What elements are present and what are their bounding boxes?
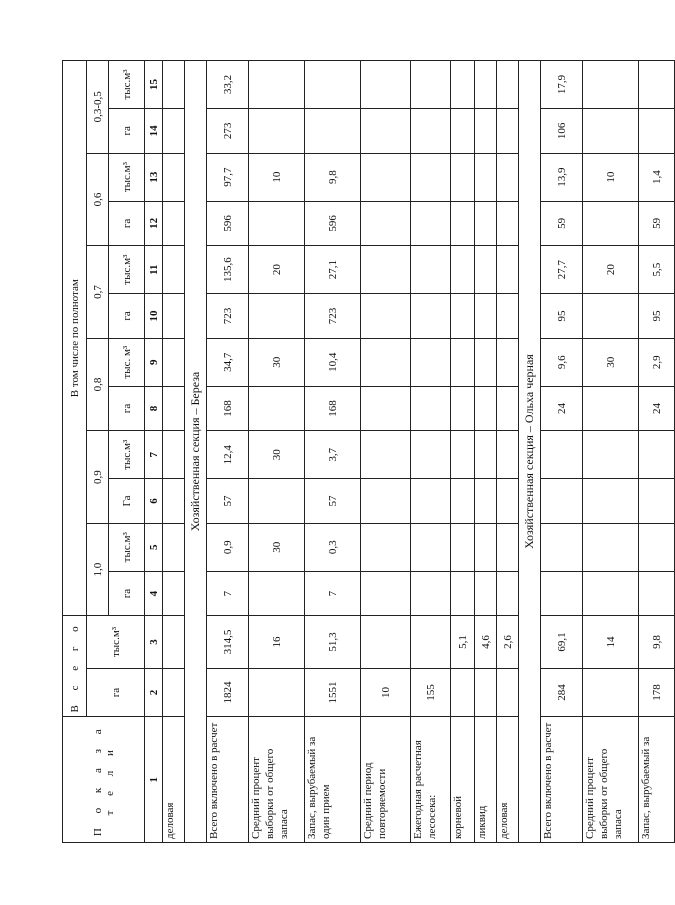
row-label: деловая <box>497 717 519 843</box>
table-cell <box>583 431 639 479</box>
table-cell <box>411 109 451 154</box>
table-cell <box>451 386 475 431</box>
table-cell: 7 <box>207 571 249 616</box>
section-row <box>185 61 207 843</box>
table-cell <box>361 386 411 431</box>
table-cell: 106 <box>541 109 583 154</box>
table-cell: 155 <box>411 668 451 717</box>
table-cell <box>497 246 519 294</box>
table-cell <box>475 431 497 479</box>
table-cell <box>249 386 305 431</box>
table-cell <box>361 201 411 246</box>
table-cell <box>475 338 497 386</box>
table-cell <box>249 61 305 109</box>
table-cell <box>583 61 639 109</box>
column-number: 3 <box>145 616 163 668</box>
table-cell <box>475 61 497 109</box>
table-cell: 30 <box>249 338 305 386</box>
row-label: корневой <box>451 717 475 843</box>
unit-header: тыс.м³ <box>109 523 145 571</box>
table-cell: 596 <box>305 201 361 246</box>
table-cell: 10,4 <box>305 338 361 386</box>
table-cell <box>497 523 519 571</box>
column-number: 5 <box>145 523 163 571</box>
table-cell: 7 <box>305 571 361 616</box>
table-cell <box>361 61 411 109</box>
table-row <box>249 61 305 843</box>
table-cell: 57 <box>207 479 249 524</box>
table-cell: 95 <box>541 294 583 339</box>
table-cell <box>497 109 519 154</box>
table-cell <box>451 61 475 109</box>
table-cell <box>361 109 411 154</box>
table-row <box>305 61 361 843</box>
table-row <box>163 61 185 843</box>
table-cell: 59 <box>541 201 583 246</box>
table-cell <box>451 201 475 246</box>
table-row <box>475 61 497 843</box>
table-cell <box>451 571 475 616</box>
table-cell: 33,2 <box>207 61 249 109</box>
table-cell: 273 <box>207 109 249 154</box>
table-cell <box>475 153 497 201</box>
table-cell <box>163 479 185 524</box>
table-cell: 12,4 <box>207 431 249 479</box>
table-cell <box>583 571 639 616</box>
table-cell: 13,9 <box>541 153 583 201</box>
column-number: 6 <box>145 479 163 524</box>
table-cell: 0,9 <box>207 523 249 571</box>
column-number: 14 <box>145 109 163 154</box>
column-number: 1 <box>145 717 163 843</box>
density-0-header: 1,0 <box>87 523 109 616</box>
table-cell <box>583 109 639 154</box>
table-cell <box>475 571 497 616</box>
row-label: ликвид <box>475 717 497 843</box>
table-cell: 4,6 <box>475 616 497 668</box>
density-header: В том числе по полнотам <box>63 61 87 616</box>
table-cell: 10 <box>583 153 639 201</box>
table-cell <box>361 479 411 524</box>
table-row <box>639 61 675 843</box>
unit-header: тыс. м³ <box>109 338 145 386</box>
table-cell <box>497 668 519 717</box>
table-cell <box>583 668 639 717</box>
table-cell <box>361 153 411 201</box>
table-cell <box>451 109 475 154</box>
table-row <box>361 61 411 843</box>
table-cell <box>361 523 411 571</box>
table-cell <box>475 109 497 154</box>
table-cell: 17,9 <box>541 61 583 109</box>
table-cell: 20 <box>249 246 305 294</box>
forest-cutting-table <box>62 60 675 843</box>
table-cell <box>361 431 411 479</box>
table-cell <box>541 571 583 616</box>
table-cell <box>163 431 185 479</box>
table-cell: 9,8 <box>639 616 675 668</box>
table-cell <box>249 479 305 524</box>
table-cell: 723 <box>305 294 361 339</box>
rotated-page <box>62 60 663 843</box>
row-label: Всего включено в расчет <box>541 717 583 843</box>
table-body <box>163 61 675 843</box>
table-cell <box>361 294 411 339</box>
table-cell <box>361 246 411 294</box>
table-cell <box>411 616 451 668</box>
row-label: Ежегодная расчетная лесосека: <box>411 717 451 843</box>
table-cell <box>411 201 451 246</box>
table-cell <box>163 153 185 201</box>
table-row <box>541 61 583 843</box>
density-4-header: 0,6 <box>87 153 109 246</box>
table-cell <box>475 668 497 717</box>
table-cell <box>583 201 639 246</box>
row-label: Средний процент выборки от общего запаса <box>249 717 305 843</box>
table-cell <box>497 201 519 246</box>
table-cell <box>541 479 583 524</box>
table-cell <box>163 61 185 109</box>
table-cell: 24 <box>639 386 675 431</box>
column-number: 12 <box>145 201 163 246</box>
table-cell <box>497 479 519 524</box>
unit-header: га <box>109 571 145 616</box>
row-label: деловая <box>163 717 185 843</box>
table-cell <box>451 294 475 339</box>
table-cell <box>451 479 475 524</box>
table-cell <box>583 479 639 524</box>
table-cell: 723 <box>207 294 249 339</box>
table-cell: 59 <box>639 201 675 246</box>
table-cell <box>541 431 583 479</box>
section-title: Хозяйственная секция – Ольха черная <box>519 61 541 843</box>
table-cell <box>583 386 639 431</box>
unit-header: тыс.м³ <box>109 61 145 109</box>
density-5-header: 0,3-0,5 <box>87 61 109 154</box>
table-row <box>411 61 451 843</box>
row-label: Запас, вырубаемый за один прием <box>305 717 361 843</box>
indicator-header: П о к а з а т е л и <box>63 717 145 843</box>
table-cell <box>639 523 675 571</box>
table-cell <box>451 153 475 201</box>
column-number: 2 <box>145 668 163 717</box>
table-cell: 27,1 <box>305 246 361 294</box>
unit-header: тыс.м³ <box>109 153 145 201</box>
table-cell: 30 <box>249 523 305 571</box>
table-cell <box>475 479 497 524</box>
density-3-header: 0,7 <box>87 246 109 339</box>
table-cell <box>475 294 497 339</box>
table-cell: 0,3 <box>305 523 361 571</box>
table-cell <box>451 523 475 571</box>
table-cell: 16 <box>249 616 305 668</box>
column-number: 8 <box>145 386 163 431</box>
table-cell <box>411 294 451 339</box>
density-1-header: 0,9 <box>87 431 109 524</box>
table-cell: 3,7 <box>305 431 361 479</box>
table-cell: 30 <box>583 338 639 386</box>
table-row <box>451 61 475 843</box>
column-number: 10 <box>145 294 163 339</box>
table-cell <box>163 668 185 717</box>
table-cell <box>163 338 185 386</box>
table-cell <box>497 386 519 431</box>
density-2-header: 0,8 <box>87 338 109 431</box>
table-cell: 9,8 <box>305 153 361 201</box>
table-cell <box>249 294 305 339</box>
unit-header: га <box>109 109 145 154</box>
table-cell: 135,6 <box>207 246 249 294</box>
table-cell <box>163 386 185 431</box>
table-cell <box>163 109 185 154</box>
section-title: Хозяйственная секция – Береза <box>185 61 207 843</box>
table-cell <box>583 294 639 339</box>
row-label: Запас, вырубаемый за <box>639 717 675 843</box>
table-cell <box>583 523 639 571</box>
table-cell <box>411 61 451 109</box>
table-cell <box>639 431 675 479</box>
table-cell: 69,1 <box>541 616 583 668</box>
table-cell: 57 <box>305 479 361 524</box>
table-cell <box>451 246 475 294</box>
table-cell <box>361 571 411 616</box>
table-cell <box>361 616 411 668</box>
table-cell: 1551 <box>305 668 361 717</box>
column-number: 11 <box>145 246 163 294</box>
column-number: 7 <box>145 431 163 479</box>
total-header: В с е г о <box>63 616 87 717</box>
table-row <box>497 61 519 843</box>
table-cell <box>411 246 451 294</box>
table-cell <box>249 201 305 246</box>
table-cell <box>249 571 305 616</box>
table-cell <box>639 479 675 524</box>
unit-header: га <box>109 201 145 246</box>
total-ha-header: га <box>87 668 145 717</box>
table-cell: 27,7 <box>541 246 583 294</box>
table-cell <box>639 61 675 109</box>
table-cell <box>163 616 185 668</box>
table-cell <box>639 109 675 154</box>
table-cell <box>249 668 305 717</box>
table-cell: 30 <box>249 431 305 479</box>
table-cell <box>497 571 519 616</box>
table-cell <box>497 338 519 386</box>
unit-header: тыс.м³ <box>109 246 145 294</box>
column-number: 13 <box>145 153 163 201</box>
table-cell: 97,7 <box>207 153 249 201</box>
table-cell <box>411 338 451 386</box>
table-cell: 284 <box>541 668 583 717</box>
table-cell: 596 <box>207 201 249 246</box>
table-cell: 9,6 <box>541 338 583 386</box>
table-cell: 168 <box>207 386 249 431</box>
unit-header: тыс.м³ <box>109 431 145 479</box>
column-number: 9 <box>145 338 163 386</box>
table-cell: 168 <box>305 386 361 431</box>
table-cell: 5,1 <box>451 616 475 668</box>
table-cell: 14 <box>583 616 639 668</box>
table-cell: 10 <box>249 153 305 201</box>
table-cell <box>451 431 475 479</box>
table-cell: 95 <box>639 294 675 339</box>
unit-header: га <box>109 294 145 339</box>
table-cell <box>361 338 411 386</box>
table-cell <box>411 386 451 431</box>
table-row <box>583 61 639 843</box>
table-cell <box>497 431 519 479</box>
table-cell <box>475 201 497 246</box>
table-cell <box>163 246 185 294</box>
table-cell <box>411 523 451 571</box>
table-cell <box>411 431 451 479</box>
table-cell <box>411 479 451 524</box>
table-cell: 178 <box>639 668 675 717</box>
row-label: Средний процент выборки от общего запаса <box>583 717 639 843</box>
table-header <box>63 61 163 843</box>
column-number: 15 <box>145 61 163 109</box>
table-cell <box>163 523 185 571</box>
table-cell <box>497 294 519 339</box>
table-row <box>207 61 249 843</box>
table-cell: 34,7 <box>207 338 249 386</box>
table-cell <box>411 571 451 616</box>
table-cell: 5,5 <box>639 246 675 294</box>
table-cell: 24 <box>541 386 583 431</box>
unit-header: га <box>109 386 145 431</box>
table-cell: 314,5 <box>207 616 249 668</box>
table-cell <box>163 571 185 616</box>
table-cell <box>451 338 475 386</box>
table-cell <box>475 246 497 294</box>
total-volume-header: тыс.м³ <box>87 616 145 668</box>
table-cell <box>411 153 451 201</box>
table-cell <box>305 109 361 154</box>
table-cell: 20 <box>583 246 639 294</box>
column-number: 4 <box>145 571 163 616</box>
table-cell <box>163 201 185 246</box>
table-cell <box>305 61 361 109</box>
table-cell: 1,4 <box>639 153 675 201</box>
row-label: Всего включено в расчет <box>207 717 249 843</box>
table-cell <box>497 153 519 201</box>
table-cell <box>639 571 675 616</box>
unit-header: Га <box>109 479 145 524</box>
table-cell <box>163 294 185 339</box>
table-cell <box>497 61 519 109</box>
table-cell: 1824 <box>207 668 249 717</box>
table-cell: 51,3 <box>305 616 361 668</box>
table-cell: 2,6 <box>497 616 519 668</box>
section-row <box>519 61 541 843</box>
table-cell: 10 <box>361 668 411 717</box>
table-cell <box>541 523 583 571</box>
table-cell <box>451 668 475 717</box>
table-cell <box>249 109 305 154</box>
table-cell <box>475 523 497 571</box>
table-cell: 2,9 <box>639 338 675 386</box>
row-label: Средний период повторяемости <box>361 717 411 843</box>
table-cell <box>475 386 497 431</box>
